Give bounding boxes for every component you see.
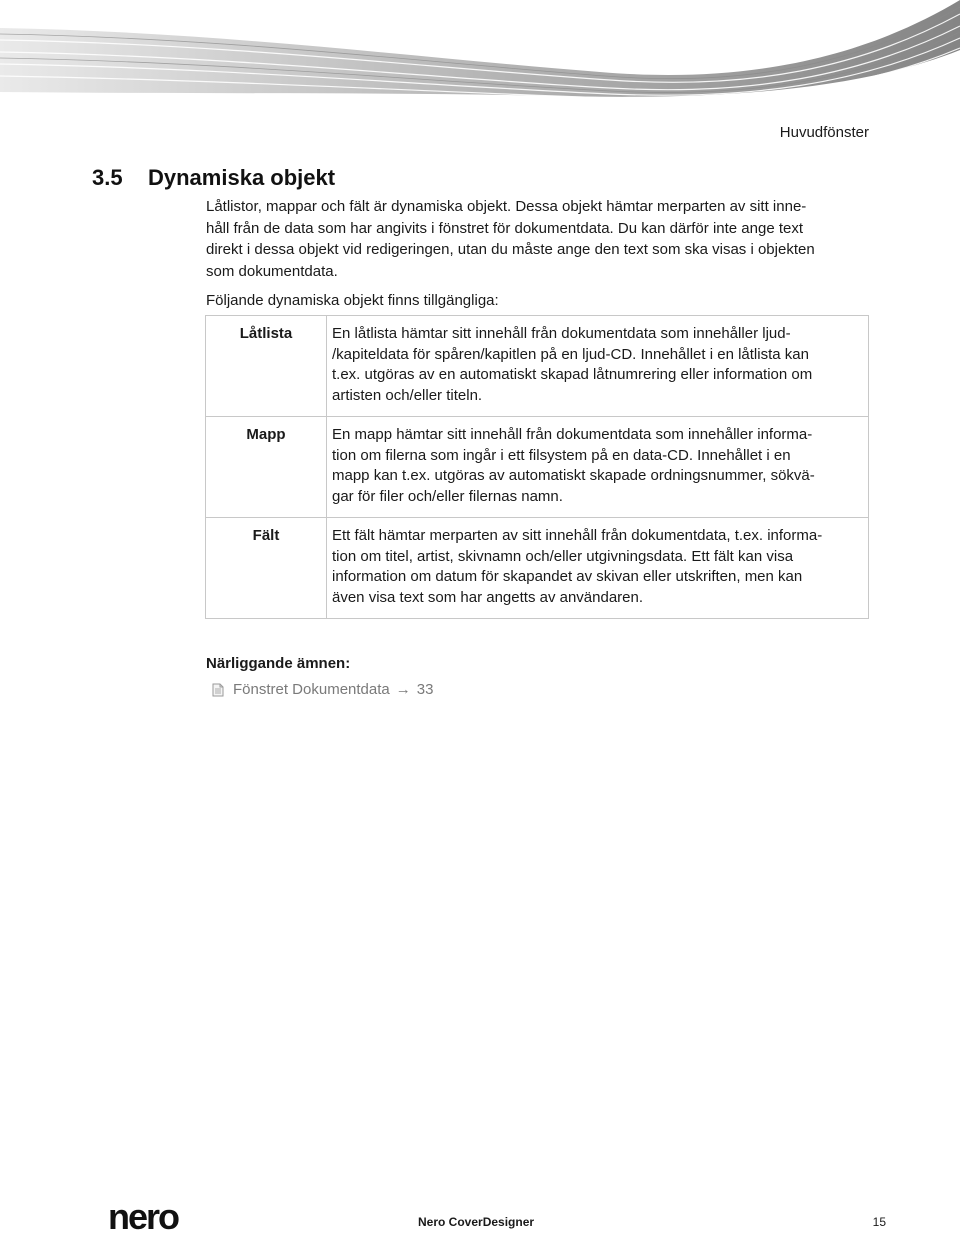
table-row [206,417,869,518]
term-cell: Fält [206,518,327,619]
section-heading [92,165,335,191]
section-number: 3.5 [92,165,123,190]
description-line: mapp kan t.ex. utgöras av automatiskt skapade ordningsnummer, sökvä- [332,467,815,484]
description-line: artisten och/eller titeln. [332,386,483,404]
nero-logo [108,1200,212,1234]
term-cell: Mapp [206,417,327,518]
description-line: En mapp hämtar sitt innehåll från dokumentdata som innehåller informa- [332,426,813,443]
description-line: information om datum för skapandet av skivan eller utskriften, men kan [332,568,803,585]
related-topic-link[interactable] [212,681,433,698]
definition-table [205,315,869,619]
intro-paragraph [206,196,866,282]
intro-line: håll från de data som har angivits i fönstret för dokumentdata. Du kan därför inte ange text [206,219,804,237]
description-cell [327,316,869,417]
intro-line: direkt i dessa objekt vid redigeringen, utan du måste ange den text som ska visas i objekten [206,241,815,258]
svg-text:nero: nero [108,1200,179,1234]
description-line: En låtlista hämtar sitt innehåll från dokumentdata som innehåller ljud- [332,325,791,342]
description-line: Ett fält hämtar merparten av sitt innehåll från dokumentdata, t.ex. informa- [332,527,823,544]
table-row [206,518,869,619]
related-topics-heading: Närliggande ämnen: [206,655,351,672]
description-line: tion om filerna som ingår i ett filsystem på en data-CD. Innehållet i en [332,446,791,464]
related-topic-text: Fönstret Dokumentdata [233,681,390,698]
arrow-icon: → [395,681,411,698]
header-wave-graphic [0,0,960,110]
running-head: Huvudfönster [779,124,869,141]
table-row [206,316,869,417]
description-line: tion om titel, artist, skivnamn och/eller utgivningsdata. Ett fält kan visa [332,547,794,565]
document-icon [212,683,224,697]
description-line: /kapiteldata för spåren/kapitlen på en ljud-CD. Innehållet i en låtlista kan [332,345,809,363]
description-line: t.ex. utgöras av en automatiskt skapad låtnumrering eller information om [332,366,813,383]
description-cell [327,417,869,518]
footer-page-number: 15 [872,1215,886,1229]
term-cell: Låtlista [206,316,327,417]
intro-line: Låtlistor, mappar och fält är dynamiska objekt. Dessa objekt hämtar merparten av sitt inne- [206,198,807,215]
lead-paragraph: Följande dynamiska objekt finns tillgängliga: [206,292,499,309]
section-title: Dynamiska objekt [148,165,336,190]
related-topic-page: 33 [416,681,434,698]
description-cell [327,518,869,619]
footer-product-name: Nero CoverDesigner [418,1215,535,1229]
intro-line: som dokumentdata. [206,262,338,280]
description-line: även visa text som har angetts av användaren. [332,588,644,606]
description-line: gar för filer och/eller filernas namn. [332,487,563,505]
